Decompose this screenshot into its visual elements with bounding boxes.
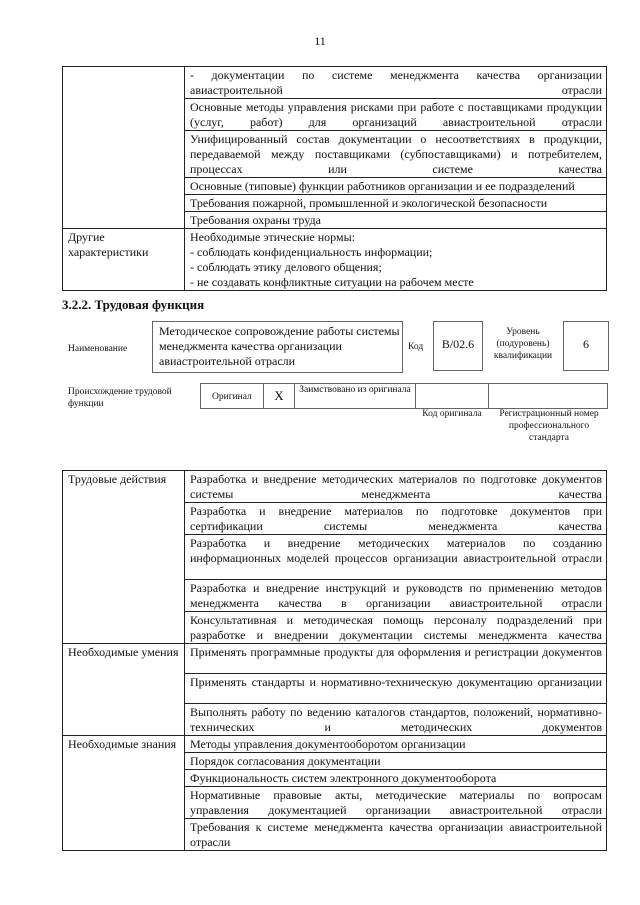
page-number: 11 bbox=[314, 34, 326, 48]
knowledge-label: Необходимые знания bbox=[63, 736, 185, 851]
level-label: Уровень (подуровень) квалификации bbox=[493, 327, 553, 361]
main-table bbox=[62, 470, 607, 851]
ethics-line: - не создавать конфликтные ситуации на рабочем месте bbox=[190, 275, 474, 289]
reg-number-label: Регистрационный номер профессионального стандарта bbox=[499, 409, 599, 443]
knowledge-item: Нормативные правовые акты, методические материалы по вопросам управления документацией организации авиастроительной отрасли bbox=[185, 787, 607, 819]
top-table-empty-label bbox=[63, 67, 185, 229]
original-mark: X bbox=[274, 388, 284, 403]
labor-action-item: Разработка и внедрение методических материалов по созданию информационных моделей процессов организации авиастроительной отрасли bbox=[185, 535, 607, 580]
function-name-box bbox=[152, 321, 403, 373]
reg-number-box bbox=[488, 383, 608, 409]
knowledge-item: Порядок согласования документации bbox=[185, 753, 607, 770]
code-label: Код bbox=[408, 342, 424, 352]
top-table-cell: Унифицированный состав документации о несоответствиях в продукции, передаваемой между поставщиками (субпоставщиками) и потребителем, процессах или системе качества bbox=[185, 131, 607, 178]
knowledge-item: Требования к системе менеджмента качества организации авиастроительной отрасли bbox=[185, 819, 607, 851]
top-table-cell: Основные (типовые) функции работников организации и ее подразделений bbox=[185, 178, 607, 195]
labor-action-item: Консультативная и методическая помощь персоналу подразделений при разработке и внедрении документации системы менеджмента качества bbox=[185, 612, 607, 644]
borrowed-label: Заимствовано из оригинала bbox=[299, 385, 411, 395]
skill-item: Применять программные продукты для оформления и регистрации документов bbox=[185, 644, 607, 674]
section-title: 3.2.2. Трудовая функция bbox=[62, 297, 205, 312]
borrowed-box bbox=[294, 383, 416, 409]
original-mark-box bbox=[263, 383, 295, 409]
ethics-line: - соблюдать конфиденциальность информации; bbox=[190, 245, 433, 259]
name-label: Наименование bbox=[68, 344, 128, 354]
level-box bbox=[563, 321, 609, 371]
ethics-line: - соблюдать этику делового общения; bbox=[190, 260, 382, 274]
ethics-line: Необходимые этические нормы: bbox=[190, 230, 355, 244]
function-name-value: Методическое сопровождение работы системы менеджмента качества организации авиастроительной отрасли bbox=[159, 324, 400, 368]
knowledge-item: Методы управления документооборотом организации bbox=[185, 736, 607, 753]
labor-action-item: Разработка и внедрение методических материалов по подготовке документов системы менеджмента качества bbox=[185, 471, 607, 503]
top-table-cell: Требования пожарной, промышленной и экологической безопасности bbox=[185, 195, 607, 212]
top-table-cell: Требования охраны труда bbox=[185, 212, 607, 229]
knowledge-item: Функциональность систем электронного документооборота bbox=[185, 770, 607, 787]
other-characteristics-value bbox=[185, 229, 607, 291]
original-box bbox=[200, 383, 264, 409]
skill-item: Применять стандарты и нормативно-техническую документацию организации bbox=[185, 674, 607, 704]
labor-action-item: Разработка и внедрение материалов по подготовке документов при сертификации системы менеджмента качества bbox=[185, 503, 607, 535]
level-value: 6 bbox=[583, 337, 589, 351]
top-table-cell: - документации по системе менеджмента качества организации авиастроительной отрасли bbox=[185, 67, 607, 99]
code-value: B/02.6 bbox=[441, 337, 475, 351]
code-box bbox=[433, 321, 483, 371]
code-original-label: Код оригинала bbox=[422, 409, 482, 419]
labor-action-item: Разработка и внедрение инструкций и руководств по применению методов менеджмента качества в организации авиастроительной отрасли bbox=[185, 580, 607, 612]
origin-label: Происхождение трудовой функции bbox=[68, 387, 172, 409]
original-label: Оригинал bbox=[212, 392, 252, 402]
other-characteristics-label: Другие характеристики bbox=[63, 229, 185, 291]
code-original-box bbox=[415, 383, 489, 409]
skills-label: Необходимые умения bbox=[63, 644, 185, 736]
top-table bbox=[62, 66, 607, 291]
skill-item: Выполнять работу по ведению каталогов стандартов, положений, нормативно-технических и методических документов bbox=[185, 704, 607, 736]
labor-actions-label: Трудовые действия bbox=[63, 471, 185, 644]
top-table-cell: Основные методы управления рисками при работе с поставщиками продукции (услуг, работ) для организаций авиастроительной отрасли bbox=[185, 99, 607, 131]
